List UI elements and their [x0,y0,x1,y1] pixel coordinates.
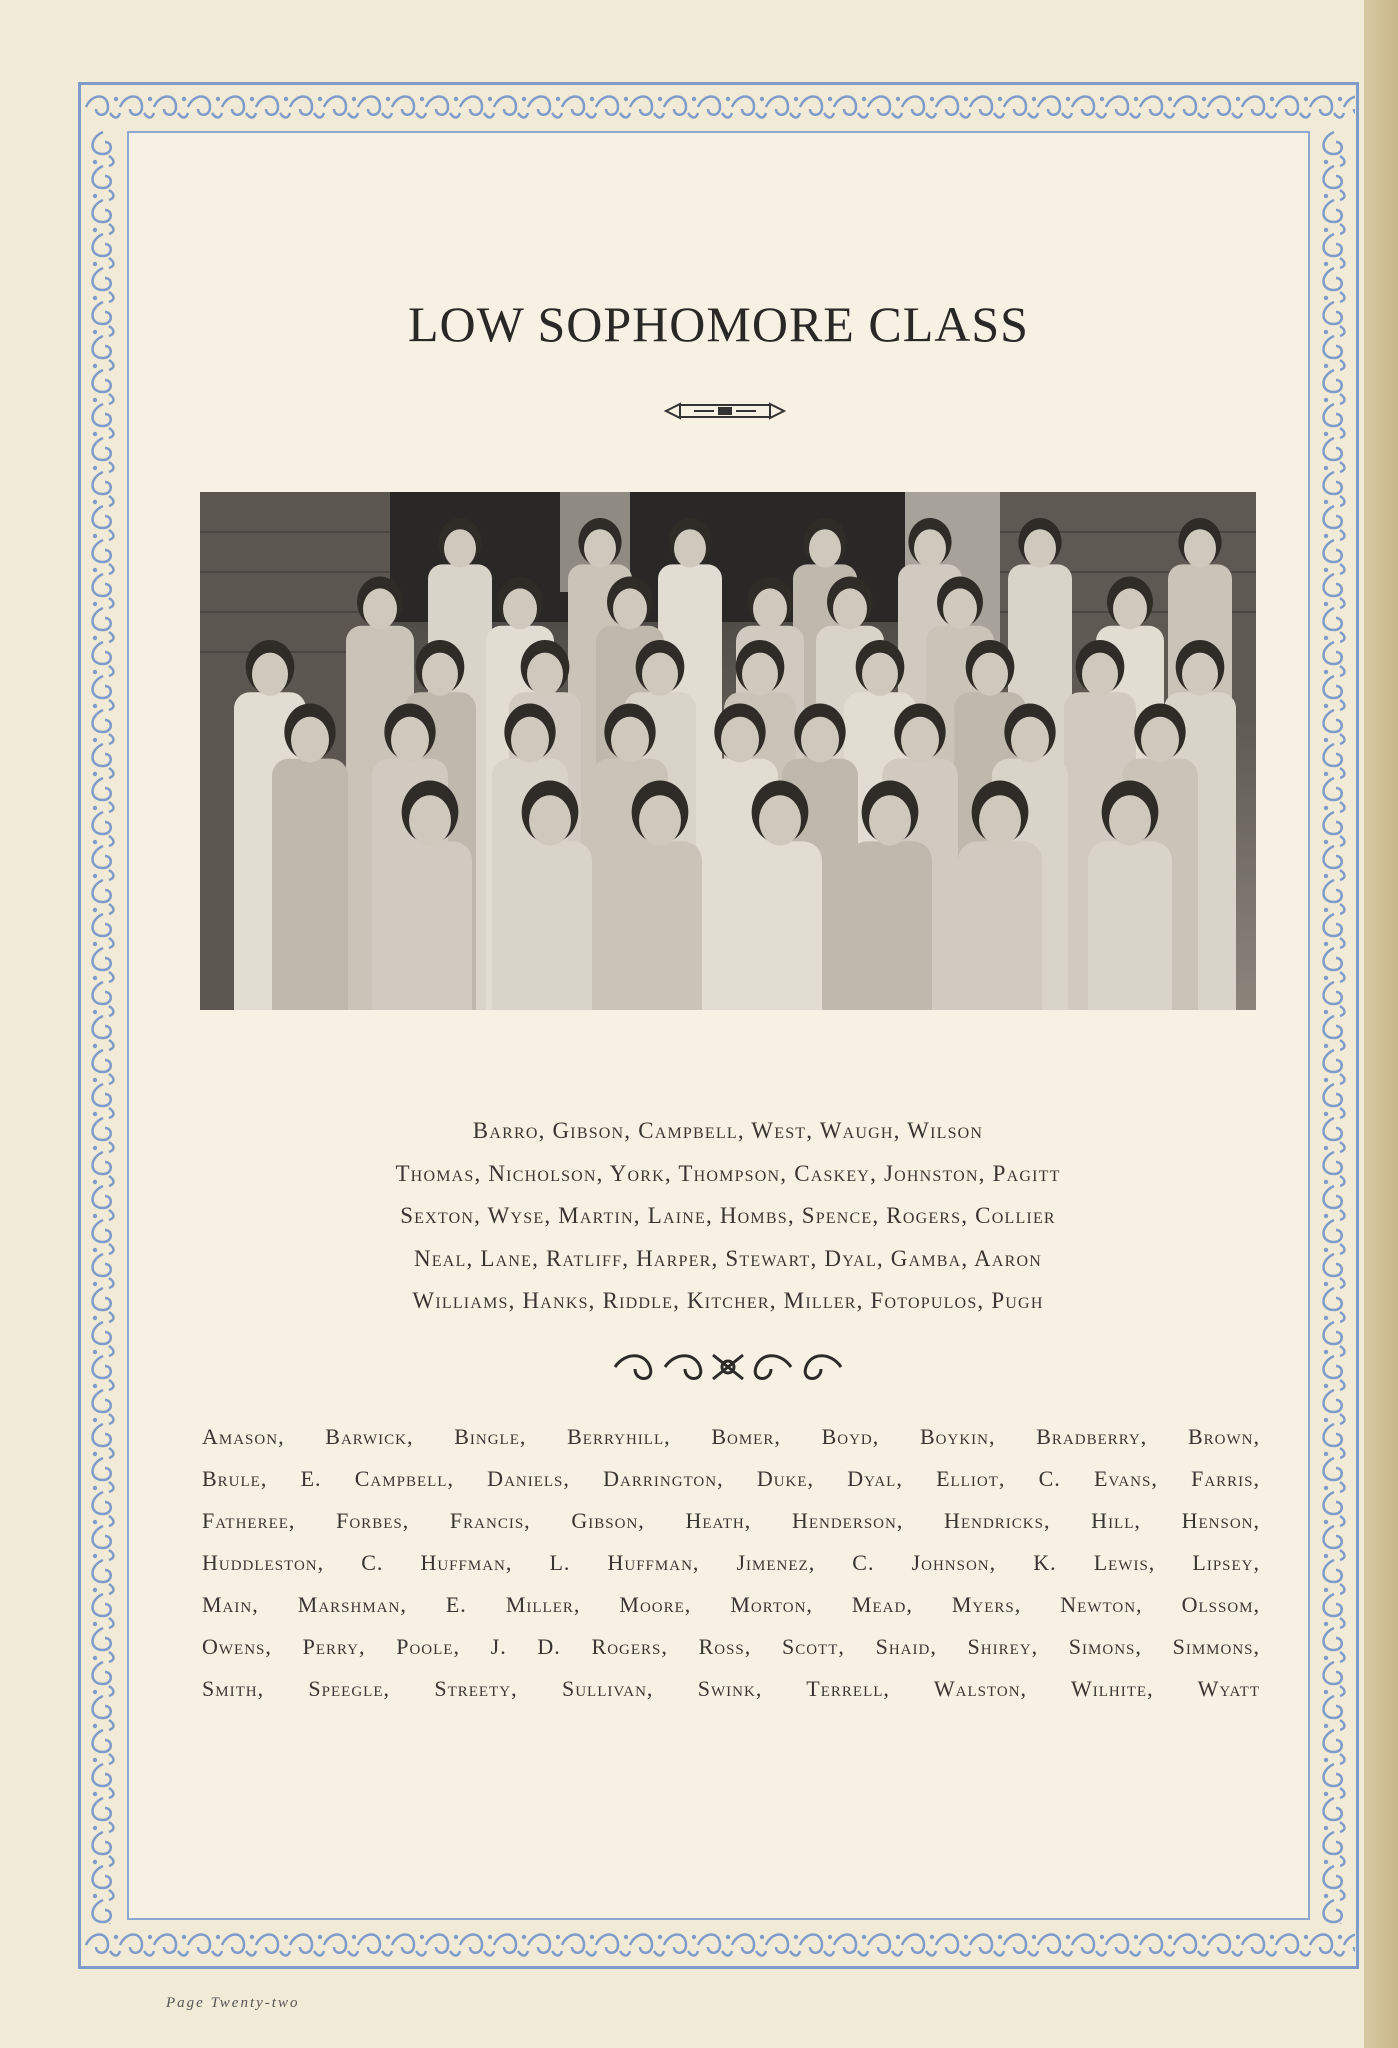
names-line: Brule, E. Campbell, Daniels, Darrington, Duke, Dyal, Elliot, C. Evans, Farris, [202,1466,1260,1491]
names-line: Barro, Gibson, Campbell, West, Waugh, Wilson [472,1118,984,1143]
scroll-ornament-icon [605,1347,851,1392]
names-line: Huddleston, C. Huffman, L. Huffman, Jimenez, C. Johnson, K. Lewis, Lipsey, [202,1550,1260,1575]
names-line: Neal, Lane, Ratliff, Harper, Stewart, Dyal, Gamba, Aaron [413,1245,1043,1271]
names-line: Thomas, Nicholson, York, Thompson, Caskey, Johnston, Pagitt [395,1160,1061,1186]
names-line: Smith, Speegle, Streety, Sullivan, Swink, Terrell, Walston, Wilhite, Wyatt [202,1676,1260,1701]
names-line: Main, Marshman, E. Miller, Moore, Morton, Mead, Myers, Newton, Olssom, [202,1592,1260,1617]
class-photo [200,492,1256,1010]
ornamental-border-top [82,86,1355,128]
names-line: Amason, Barwick, Bingle, Berryhill, Bomer, Boyd, Boykin, Bradberry, Brown, [202,1424,1260,1449]
names-line: Fatheree, Forbes, Francis, Gibson, Heath, Henderson, Hendricks, Hill, Henson, [202,1508,1260,1533]
names-line: Williams, Hanks, Riddle, Kitcher, Miller, Fotopulos, Pugh [412,1288,1044,1313]
names-line: Owens, Perry, Poole, J. D. Rogers, Ross, Scott, Shaid, Shirey, Simons, Simmons, [202,1634,1260,1659]
names-list-photographed [230,1110,1226,1323]
names-line: Sexton, Wyse, Martin, Laine, Hombs, Spence, Rogers, Collier [400,1203,1056,1228]
page-edge [1364,0,1398,2048]
ornamental-border-bottom [82,1924,1355,1966]
ornamental-border-right [1313,128,1355,1924]
ornamental-border-left [82,128,124,1924]
page-number: Page Twenty-two [166,1995,300,2011]
page-title: LOW SOPHOMORE CLASS [408,296,1029,352]
title-ornament-icon [664,400,786,427]
names-list-absent [202,1416,1260,1710]
